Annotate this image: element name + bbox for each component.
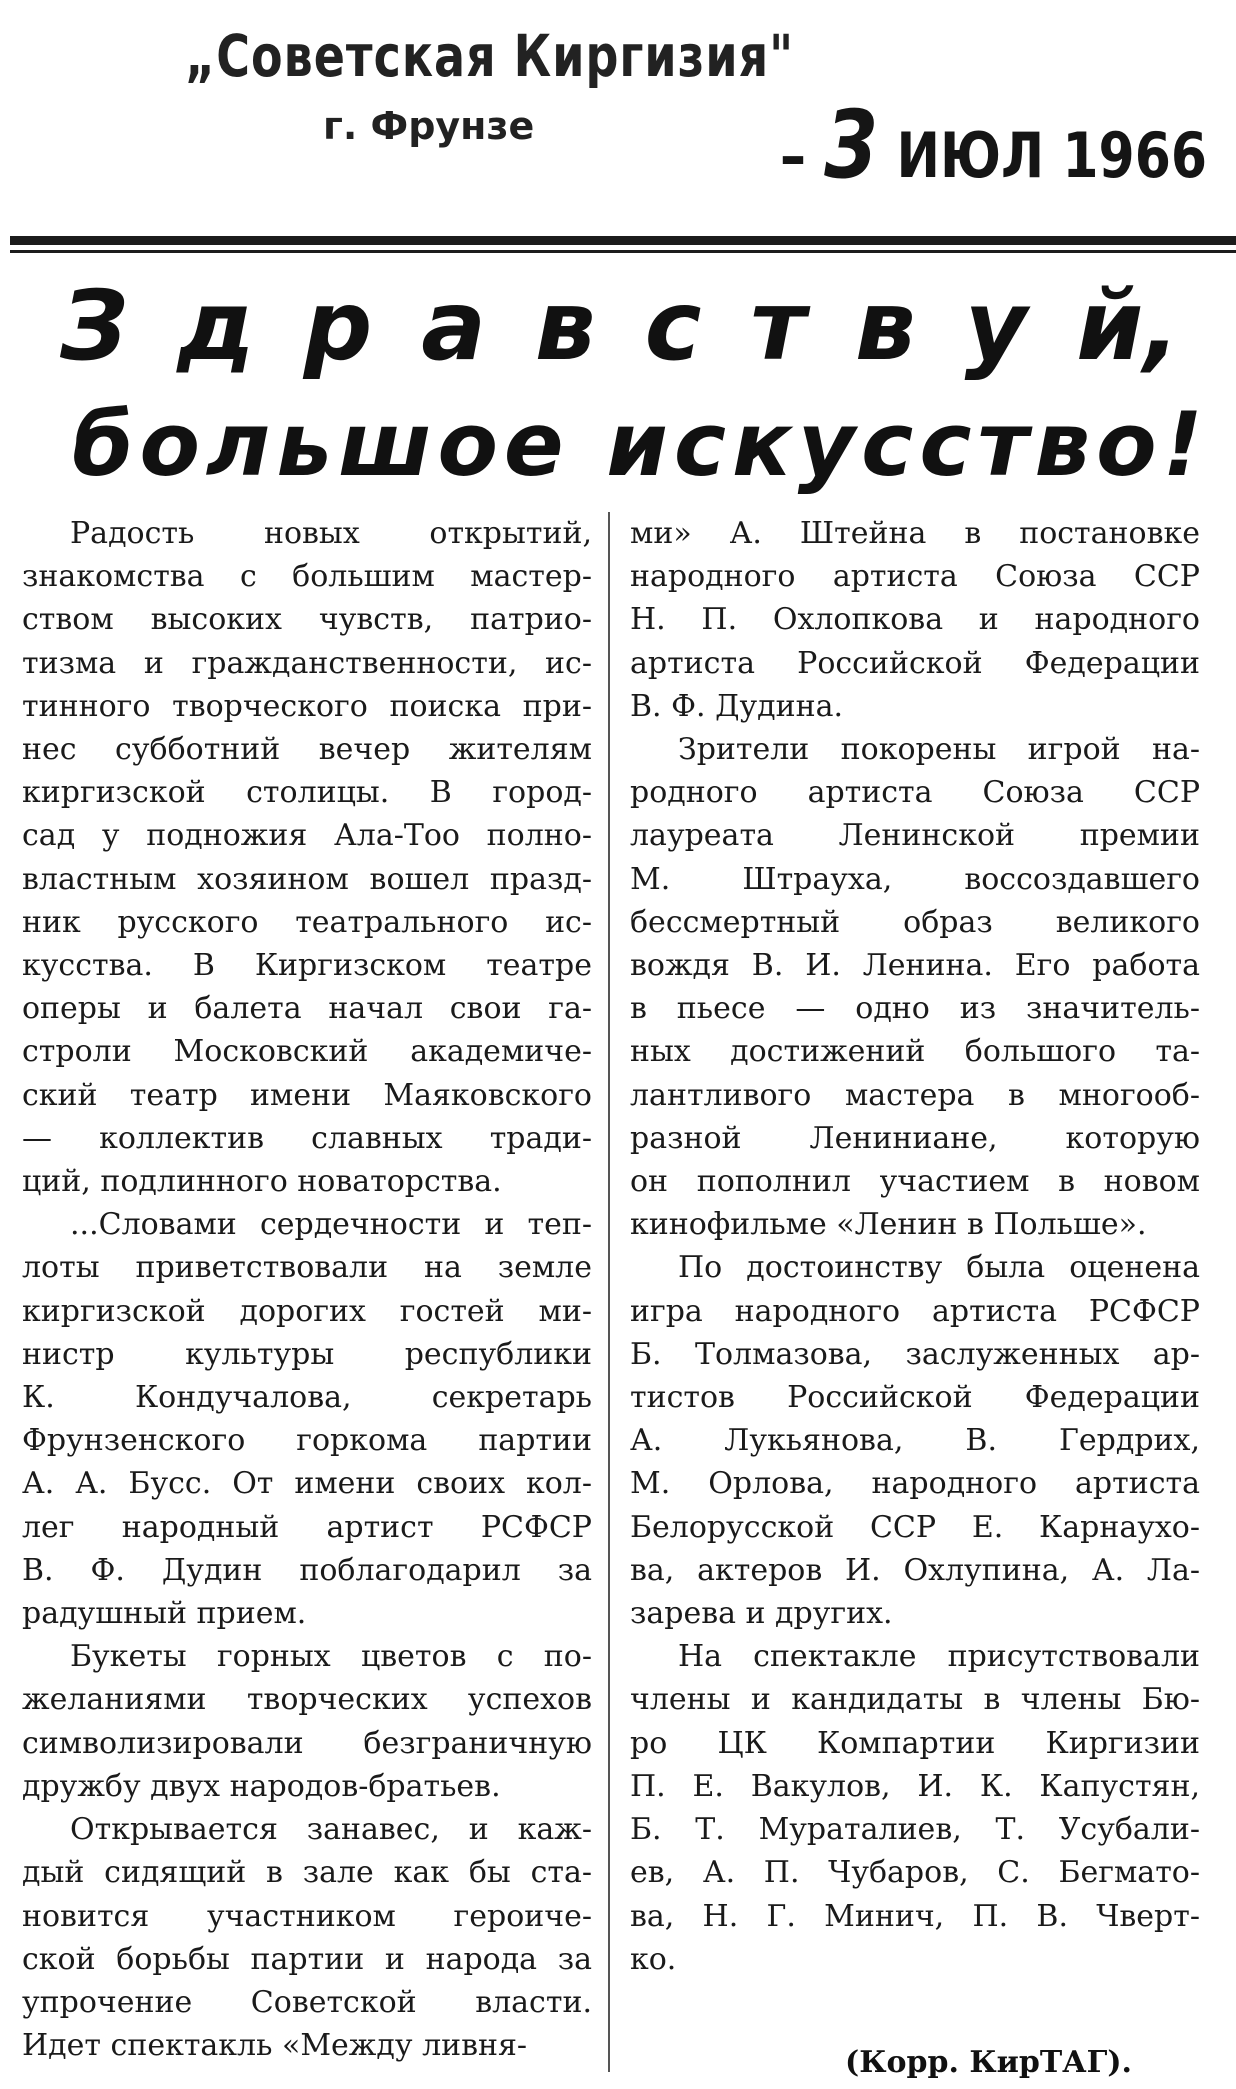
- article-paragraph: [22, 1808, 592, 2067]
- article-line: Букеты горных цветов с по-: [70, 1639, 592, 1675]
- article-line: киргизской столицы. В город-: [22, 775, 592, 811]
- article-line: ми» А. Штейна в постановке: [630, 516, 1200, 551]
- article-line: Радость новых открытий,: [70, 516, 592, 551]
- article-line: знакомства с большим мастер-: [22, 559, 592, 595]
- article-line: ций, подлинного новаторства.: [22, 1164, 502, 1200]
- article-line: В. Ф. Дудин поблагодарил за: [22, 1552, 592, 1588]
- headline-letter: д: [177, 270, 255, 382]
- article-line: ский театр имени Маяковского: [22, 1077, 592, 1113]
- article-line: тистов Российской Федерации: [630, 1380, 1200, 1416]
- article-line: лауреата Ленинской премии: [630, 818, 1200, 854]
- headline-letter: а: [421, 270, 486, 382]
- article-line: строли Московский академиче-: [22, 1034, 592, 1070]
- article-line: ва, актеров И. Охлупина, А. Ла-: [630, 1552, 1200, 1588]
- article-line: упрочение Советской власти.: [22, 1984, 592, 2020]
- article-line: лоты приветствовали на земле: [22, 1250, 592, 1286]
- article-line: Белорусской ССР Е. Карнаухо-: [630, 1509, 1200, 1545]
- article-line: Идет спектакль «Между ливня-: [22, 2028, 528, 2064]
- article-line: лантливого мастера в многооб-: [630, 1077, 1200, 1113]
- headline-letter: р: [303, 270, 373, 382]
- article-line: Зрители покорены игрой на-: [678, 732, 1200, 768]
- article-line: властным хозяином вошел празд-: [22, 861, 592, 897]
- newspaper-name-stamp: „Советская Киргизия": [185, 22, 795, 90]
- date-day: 3: [824, 92, 879, 200]
- article-line: Фрунзенского горкома партии: [22, 1423, 592, 1459]
- article-line: лег народный артист РСФСР: [22, 1509, 592, 1545]
- headline-letter: в: [534, 270, 596, 382]
- date-month: ИЮЛ: [896, 120, 1045, 193]
- article-line: родного артиста Союза ССР: [630, 775, 1200, 811]
- article-line: он пополнил участием в новом: [630, 1164, 1200, 1200]
- headline-letter: в: [854, 270, 916, 382]
- article-line: К. Кондучалова, секретарь: [22, 1380, 592, 1416]
- article-line: — коллектив славных тради-: [22, 1120, 592, 1156]
- article-line: Н. П. Охлопкова и народного: [630, 602, 1200, 638]
- article-line: новится участником героиче-: [22, 1898, 592, 1934]
- article-paragraph: [630, 728, 1200, 1246]
- article-line: По достоинству была оценена: [678, 1250, 1200, 1286]
- article-line: разной Лениниане, которую: [630, 1120, 1200, 1156]
- article-paragraph: [22, 1203, 592, 1635]
- headline-letter: т: [750, 270, 807, 382]
- date-stamp: – 3 ИЮЛ 1966: [780, 92, 1208, 200]
- article-line: А. А. Бусс. От имени своих кол-: [22, 1466, 592, 1502]
- article-line: радушный прием.: [22, 1596, 307, 1632]
- city-stamp: г. Фрунзе: [323, 104, 535, 148]
- article-line: сад у подножия Ала-Тоо полно-: [22, 818, 592, 854]
- article-line: нес субботний вечер жителям: [22, 732, 592, 768]
- article-line: Б. Т. Мураталиев, Т. Усубали-: [630, 1812, 1200, 1848]
- column-divider: [608, 512, 610, 2072]
- headline-letter: й,: [1076, 270, 1180, 382]
- article-line: М. Штрауха, воссоздавшего: [630, 861, 1200, 897]
- article-line: игра народного артиста РСФСР: [630, 1293, 1200, 1329]
- article-line: ством высоких чувств, патрио-: [22, 602, 592, 638]
- date-year: 1966: [1062, 120, 1208, 193]
- article-line: тизма и гражданственности, ис-: [22, 645, 592, 681]
- article-paragraph: [22, 1635, 592, 1808]
- headline-line-2: большое искусство!: [72, 393, 1209, 496]
- article-line: артиста Российской Федерации: [630, 645, 1200, 681]
- article-line: вождя В. И. Ленина. Его работа: [630, 948, 1200, 984]
- article-line: дружбу двух народов-братьев.: [22, 1768, 501, 1804]
- headline-letter: у: [964, 270, 1028, 382]
- article-line: П. Е. Вакулов, И. К. Капустян,: [630, 1768, 1200, 1804]
- article-paragraph: [630, 1246, 1200, 1635]
- article-line: М. Орлова, народного артиста: [630, 1466, 1200, 1502]
- article-paragraph: [22, 512, 592, 1203]
- article-line: ской борьбы партии и народа за: [22, 1941, 592, 1977]
- headline-letter: с: [644, 270, 702, 382]
- article-line: кинофильме «Ленин в Польше».: [630, 1207, 1147, 1243]
- article-line: ев, А. П. Чубаров, С. Бегмато-: [630, 1855, 1200, 1891]
- article-paragraph: [630, 1635, 1200, 1981]
- article-column-right: [630, 512, 1200, 1981]
- article-line: ро ЦК Компартии Киргизии: [630, 1725, 1200, 1761]
- article-line: тинного творческого поиска при-: [22, 688, 592, 724]
- article-line: нистр культуры республики: [22, 1336, 592, 1372]
- article-line: оперы и балета начал свои га-: [22, 991, 592, 1027]
- article-line: На спектакле присутствовали: [678, 1639, 1200, 1675]
- article-line: ва, Н. Г. Минич, П. В. Чверт-: [630, 1898, 1200, 1934]
- header-rule-thin: [10, 250, 1236, 253]
- article-paragraph: [630, 512, 1200, 728]
- article-line: в пьесе — одно из значитель-: [630, 991, 1200, 1027]
- article-signature: (Корр. КирТАГ).: [845, 2045, 1132, 2080]
- article-line: ко.: [630, 1941, 677, 1977]
- article-line: желаниями творческих успехов: [22, 1682, 592, 1718]
- article-line: бессмертный образ великого: [630, 904, 1200, 940]
- article-line: Б. Толмазова, заслуженных ар-: [630, 1336, 1200, 1372]
- article-line: дый сидящий в зале как бы ста-: [22, 1855, 592, 1891]
- headline-line-1: [60, 270, 1180, 382]
- article-line: А. Лукьянова, В. Гердрих,: [630, 1423, 1200, 1459]
- article-line: Открывается занавес, и каж-: [70, 1812, 592, 1848]
- article-line: кусства. В Киргизском театре: [22, 948, 592, 984]
- article-line: народного артиста Союза ССР: [630, 559, 1200, 595]
- article-line: В. Ф. Дудина.: [630, 688, 844, 724]
- article-line: ник русского театрального ис-: [22, 904, 592, 940]
- headline-letter: З: [60, 270, 129, 382]
- article-line: киргизской дорогих гостей ми-: [22, 1293, 592, 1329]
- header-rule-thick: [10, 236, 1236, 245]
- article-line: члены и кандидаты в члены Бю-: [630, 1682, 1200, 1718]
- article-line: ...Словами сердечности и теп-: [70, 1207, 592, 1243]
- article-line: символизировали безграничную: [22, 1725, 592, 1761]
- article-column-left: [22, 512, 592, 2067]
- article-line: зарева и других.: [630, 1596, 893, 1632]
- article-line: ных достижений большого та-: [630, 1034, 1200, 1070]
